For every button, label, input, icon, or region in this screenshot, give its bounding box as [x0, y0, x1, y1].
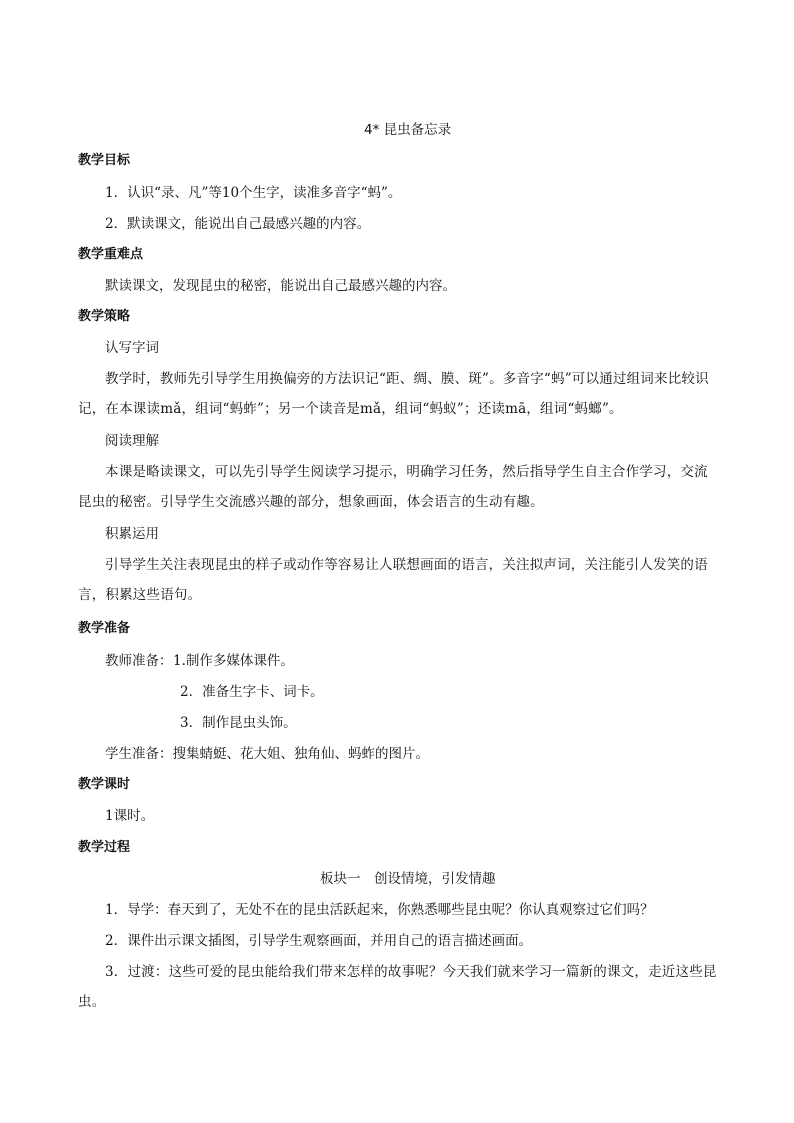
accumulate-paragraph: 引导学生关注表现昆虫的样子或动作等容易让人联想画面的语言，关注拟声词，关注能引人发笑的语言，积累这些语句。	[78, 557, 708, 603]
goal-item-2: 2．默读课文，能说出自己最感兴趣的内容。	[105, 216, 371, 232]
teacher-prep-item-1: 1.制作多媒体课件。	[173, 653, 294, 669]
process-item-2: 2．课件出示课文插图，引导学生观察画面，并用自己的语言描述画面。	[105, 933, 533, 949]
process-item-3: 3．过渡：这些可爱的昆虫能给我们带来怎样的故事呢？今天我们就来学习一篇新的课文，走近这些昆虫。	[78, 964, 717, 1010]
section-heading-preparation: 教学准备	[78, 621, 131, 636]
page-title: 4* 昆虫备忘录	[364, 122, 452, 138]
process-item-1: 1．导学：春天到了，无处不在的昆虫活跃起来，你熟悉哪些昆虫呢？你认真观察过它们吗？	[105, 902, 654, 918]
writing-paragraph: 教学时，教师先引导学生用换偏旁的方法识记“距、绸、膜、斑”。多音字“蚂”可以通过组词来比较识记，在本课读mǎ，组词“蚂蚱”；另一个读音是mǎ，组词“蚂蚁”；还读mā，组词“蚂螂”。	[78, 371, 709, 417]
subheading-writing: 认写字词	[105, 340, 159, 356]
reading-paragraph: 本课是略读课文，可以先引导学生阅读学习提示，明确学习任务，然后指导学生自主合作学习，交流昆虫的秘密。引导学生交流感兴趣的部分，想象画面，体会语言的生动有趣。	[78, 464, 708, 510]
section-heading-key-points: 教学重难点	[78, 247, 144, 262]
section-heading-hours: 教学课时	[78, 777, 131, 792]
subheading-accumulate: 积累运用	[105, 526, 159, 542]
section-heading-process: 教学过程	[78, 840, 131, 855]
teacher-prep-item-3: 3．制作昆虫头饰。	[180, 715, 297, 731]
teacher-prep-item-2: 2．准备生字卡、词卡。	[180, 684, 324, 700]
block-title: 板块一 创设情境，引发情趣	[320, 871, 496, 887]
teacher-prep-label: 教师准备：	[105, 653, 173, 669]
goal-item-1: 1．认识“录、凡”等10个生字，读准多音字“蚂”。	[105, 185, 402, 201]
student-prep: 学生准备：搜集蜻蜓、花大姐、独角仙、蚂蚱的图片。	[105, 746, 429, 762]
section-heading-goals: 教学目标	[78, 153, 131, 168]
section-heading-strategy: 教学策略	[78, 309, 131, 324]
hours-text: 1课时。	[105, 808, 155, 824]
key-points-text: 默读课文，发现昆虫的秘密，能说出自己最感兴趣的内容。	[105, 278, 456, 294]
subheading-reading: 阅读理解	[105, 433, 159, 449]
